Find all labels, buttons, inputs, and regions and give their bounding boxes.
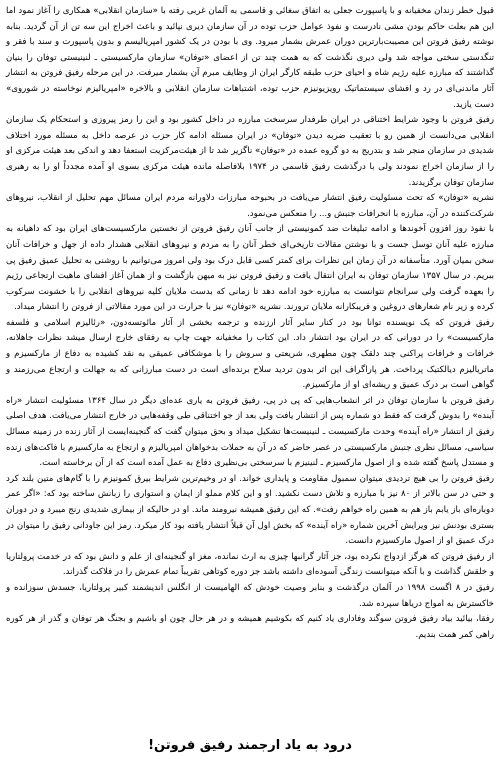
paragraph: رفیق فروتن با سازمان توفان در اثر انشعاب‌هایی که پی در پی، رفیق فروتن به یاری عده‌ای دیگر در سال ۱۳۶۴ مسئولیت انتشار «راه آینده» را بدوش گرفت که فقط دو شماره پس از انتشار یافت ولی بعد از جو اختناقی طی وقفه‌هایی در خارج انتشار می‌یافت. هدف اصلی رفیق از انتشار «راه آینده» وحدت مارکسیست ـ لنینیست‌ها تشکیل میداد و بحق میتوان گفت که گنجینه‌ایست از آثار زنده در زمینه مسائل سیاسی، مسائل نظری جنبش مارکسیستی در عصر حاضر که در آن به حملات بدخواهان امپریالیزم و ارتجاع به مارکسیزم با فاکت‌های زنده و مستدل پاسخ گفته شده و از اصول مارکسیزم ـ لنینیزم با سرسختی بی‌نظیری دفاع به عمل آمده است که از آن برخاسته است. bbox=[6, 395, 494, 469]
closing-title: درود به یاد ارجمند رفیق فروتن! bbox=[148, 738, 352, 753]
paragraph: با نفوذ روز افزون آخوندها و ادامه تبلیغات ضد کمونیستی از جانب آنان رفیق فروتن از نخستین مارکسیست‌های ایران بود که داهیانه به مبارزه علیه آنان توسل جست و با نوشتن مقالات تاریخی‌ای خطر آنان را به مردم و نیروهای انقلابی هشدار داده از جهل و خرافات آنان سخن بمیان آورد. متأسفانه در آن زمان این نظرات برای کمتر کسی قابل درک بود ولی امروز می‌توانیم با روشنی به تحلیل عمیق رفیق پی ببریم. در سال ۱۳۵۷ سازمان توفان به ایران انتقال یافت و رفیق فروتن نیز به میهن بازگشت و از همان آغاز افشای ماهیت ارتجاعی رژیم را بعهده گرفت ولی سرانجام نتوانست به مبارزه خود ادامه دهد تا زمانی که بدست ملایان کلیه نیروهای انقلابی را با خشونت سرکوب کرده و زیر نام شعارهای دروغین و فریبکارانه ملایان ترورند. نشریه «توفان» نیز با حرارت در این مورد مقالاتی از فروتن را انتشار میداد. bbox=[6, 224, 494, 313]
paragraph: رفقا، بیائید بیاد رفیق فروتن سوگند وفاداری یاد کنیم که بکوشیم همیشه و در هر حال چون او باشیم و بجنگ هر توفان و گذر از هر کوره راهی کمر همت بندیم. bbox=[6, 614, 494, 640]
paragraph: رفیق فروتن را بی هیچ تردیدی میتوان سمبول مقاومت و پایداری خواند. او در وخیم‌ترین شرایط بیرق کمونیزم را با گام‌های متین بلند کرد و حتی در سن بالاتر از ۸۰ نیز با مبارزه و تلاش دست نکشید. او و این کلام مملو از ایمان و استواری را زبانش ساخته بود که: «اگر عمر دوباره‌ای باز یابم باز هم به همین راه خواهم رفت». که این رفیق همیشه نیرومند ماند. او در حالیکه از بیماری شدیدی رنج میبرد و در دوران بستری بودنش نیز ویرایش آخرین شماره «راه آینده» که بخش اول آن قبلاً انتشار یافته بود کار میکرد. رمز این جاودانی رفیق را میتوان در درک عمیق او از اصول مارکسیزم دانست. bbox=[6, 473, 494, 547]
paragraph: رفیق فروتن که یک نویسنده توانا بود در کنار سایر آثار ارزنده و ترجمه بخشی از آثار مائوتسه‌دون، «رئالیزم اسلامی و فلسفه مارکسیست» را در دورانی که در ایران بود انتشار داد. این کتاب را مخفیانه جهت چاپ به رفقای خارج ارسال میشد نظرات جاهلانه، خرافات و خرافات پراکنی چند دلقک چون مطهری، شریعتی و سروش را با موشکافی عمیقی به نقد کشیده به دفاع از مارکسیزم و ماتریالیزم دیالکتیک پرداخت. هر پاراگراف این اثر بدون تردید سلاح برنده‌ای است در دست مبارزانی که به جهالت و ارتجاع می‌رزمند و گواهی است بر درک عمیق و ریشه‌ای او از مارکسیزم. bbox=[6, 317, 494, 391]
article-body bbox=[6, 4, 494, 643]
paragraph: از رفیق فروتن که هرگز ازدواج نکرده بود، جز آثار گرانبها چیزی به ارث نمانده، مغز او گنجینه‌ای از علم و دانش بود که در خدمت پرولتاریا و خلقش گذاشت و با آنکه میتوانست زندگی آسوده‌ای داشته باشد جز دوره کوتاهی تقریباً تمام عمرش را در فلاکت گذراند. bbox=[6, 551, 494, 578]
paragraph: رفیق در ۸ اگست ۱۹۹۸ در آلمان درگذشت و بنابر وصیت خودش که الهامیست از انگلس اندیشمند کبیر پرولتاریا، جسدش سوزانده و خاکسترش به امواج دریاها سپرده شد. bbox=[6, 582, 494, 609]
paragraph: رفیق فروتن با وجود شرایط اختناقی در ایران طرفدار سرسخت مبارزه در داخل کشور بود و این را رمز پیروزی و استحکام یک سازمان انقلابی می‌دانست از همین رو با تعقیب ضربه دیدن «توفان» در ایران مسئله ادامه کار حزب در عرصه داخل به مسئله مورد اختلاف شدیدی در سازمان منجر شد و بتدریج به دو گروه عمده در «توفان» ناگزیر شد تا از هیئت‌مرکزیت استعفا دهد و اندکی بعد هیئت مرکزی او را از سازمان اخراج نمودند ولی با درگذشت رفیق قاسمی در ۱۹۷۴ بلافاصله مانده هیئت مرکزی بسوی او آمده مجدداً او را به رهبری سازمان توفان برگزیدند. bbox=[6, 115, 494, 188]
paragraph: قبول خطر زندان مخفیانه و با پاسپورت جعلی به اتفاق سغائی و قاسمی به آلمان غربی رفته با «سازمان انقلابی» همکاری را آغاز نمود اما این هم بعلت حاکم بودن مشی نادرست و نفوذ عوامل حزب توده در آن سازمان دیری نپائید و باعث اخراج این سه تن از آن گردید. بنابه نوشته رفیق فروتن این مصیبت‌بارترین دوران عمرش بشمار میرود. وی با بودن در یک کشور امپریالیسم و بدون پاسپورت و سند با فقر و تنگدستی سختی مواجه شد ولی دیری نگذشت که به همت چند تن از اعضای «توفان» سازمان مارکسیستی ـ لنینیستی توفان را بنیان گذاشتند که مبارزه علیه رژیم شاه و احیای حزب طبقه کارگر ایران از وظایف مبرم آن بشمار میرفت. در این مرحله رفیق فروتن به انتشار آثار ماندنی‌ای در رد و افشای سیستماتیک رویزیونیزم حزب توده، اشتباهات سازمان انقلابی و بالاخره «امپریالیزم نوخاسته در شوروی» دست یازید. bbox=[6, 6, 494, 110]
paragraph: نشریه «توفان» که تحت مسئولیت رفیق انتشار می‌یافت در بحبوحه مبارزات دلاورانه مردم ایران مسائل مهم تحلیل از انقلاب، نیروهای شرکت‌کننده در آن، مبارزه با انحرافات جنبش و... را منعکس می‌نمود. bbox=[6, 193, 494, 219]
